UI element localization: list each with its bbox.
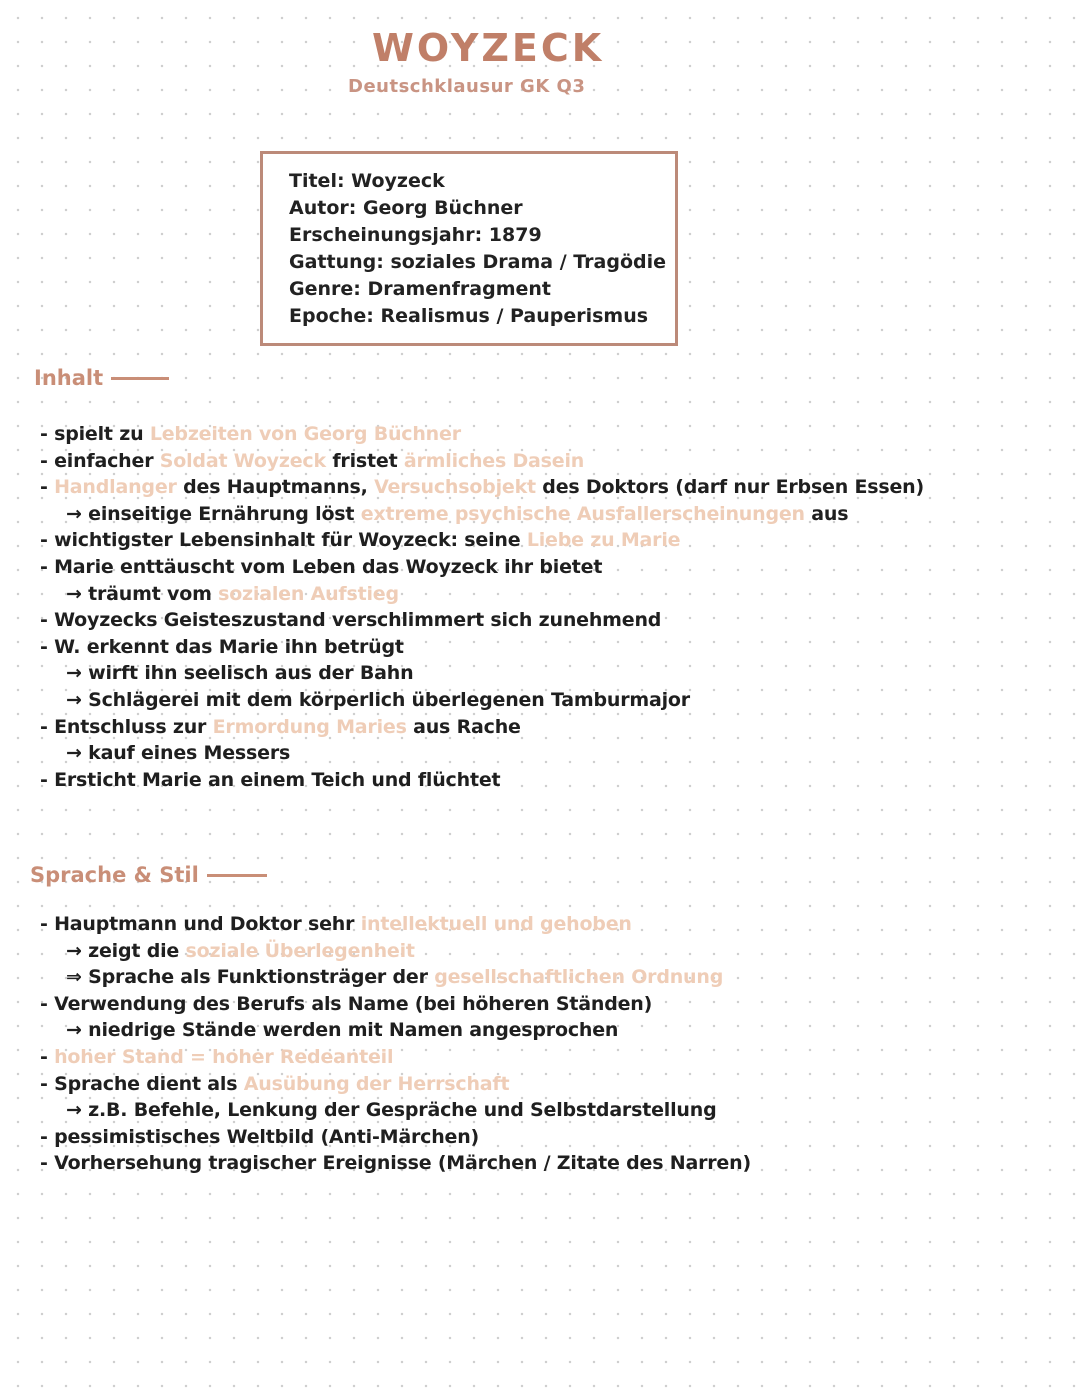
text: aus [804,502,849,525]
text: - Marie enttäuscht vom Leben das Woyzeck ihr bietet [40,555,603,578]
list-item [40,767,924,794]
text: - W. erkennt das Marie ihn betrügt [40,635,404,658]
list-subitem [40,1097,751,1124]
info-epoch: Epoche: Realismus / Pauperismus [289,305,649,327]
list-subitem [40,581,924,608]
list-item [40,714,924,741]
sprache-list [40,911,751,1177]
text: → z.B. Befehle, Lenkung der Gespräche und Selbstdarstellung [66,1099,717,1122]
text: - Ersticht Marie an einem Teich und flüchtet [40,768,501,791]
list-item [40,421,924,448]
list-item [40,448,924,475]
text: - wichtigster Lebensinhalt für Woyzeck: seine [40,529,527,552]
text: - Woyzecks Geisteszustand verschlimmert sich zunehmend [40,609,662,632]
info-year: Erscheinungsjahr: 1879 [289,224,542,246]
text: → Schlägerei mit dem körperlich überlegenen Tamburmajor [66,688,690,711]
list-subitem [40,660,924,687]
list-item [40,1044,751,1071]
list-subitem [40,964,751,991]
list-item [40,634,924,661]
text: - Vorhersehung tragischer Ereignisse (Märchen / Zitate des Narren) [40,1152,751,1175]
text: → zeigt die [66,939,186,962]
highlighted-text: extreme psychische Ausfallerscheinungen [360,502,805,525]
highlighted-text: soziale Überlegenheit [185,939,415,962]
text: → kauf eines Messers [66,742,291,765]
info-author: Autor: Georg Büchner [289,197,523,219]
text: - Sprache dient als [40,1072,244,1095]
section-heading-inhalt [34,366,169,390]
text: - einfacher [40,449,160,472]
list-item [40,1150,751,1177]
text: - pessimistisches Weltbild (Anti-Märchen) [40,1125,480,1148]
info-box [260,151,678,346]
highlighted-text: Versuchsobjekt [374,476,536,499]
list-item [40,1071,751,1098]
page-title: WOYZECK [372,26,605,70]
section-heading-label: Inhalt [34,366,104,390]
list-item [40,474,924,501]
highlighted-text: sozialen Aufstieg [218,582,399,605]
info-genre-type: Gattung: soziales Drama / Tragödie [289,251,666,273]
info-title: Titel: Woyzeck [289,170,445,192]
text: - [40,1045,55,1068]
highlighted-text: Ausübung der Herrschaft [243,1072,510,1095]
highlighted-text: Handlanger [54,476,177,499]
page-subtitle: Deutschklausur GK Q3 [348,76,586,97]
list-item [40,1124,751,1151]
text: fristet [325,449,404,472]
highlighted-text: hoher Stand = hoher Redeanteil [54,1045,394,1068]
text: aus Rache [406,715,521,738]
text: → träumt vom [66,582,219,605]
text: - spielt zu [40,423,150,445]
list-subitem [40,740,924,767]
list-subitem [40,938,751,965]
text: - Hauptmann und Doktor sehr [40,913,361,935]
section-heading-label: Sprache & Stil [30,863,199,887]
text: - Verwendung des Berufs als Name (bei höheren Ständen) [40,992,653,1015]
highlighted-text: Liebe zu Marie [526,529,681,552]
list-subitem [40,1017,751,1044]
list-item [40,911,751,938]
highlighted-text: intellektuell und gehoben [360,913,632,935]
inhalt-list [40,421,924,793]
text: - [40,476,55,499]
text: → niedrige Stände werden mit Namen angesprochen [66,1019,619,1042]
highlighted-text: gesellschaftlichen Ordnung [434,966,724,989]
list-subitem [40,501,924,528]
list-item [40,554,924,581]
text: → einseitige Ernährung löst [66,502,361,525]
text: des Doktors (darf nur Erbsen Essen) [535,476,924,499]
info-genre: Genre: Dramenfragment [289,278,552,300]
list-subitem [40,687,924,714]
text: des Hauptmanns, [176,476,375,499]
text: ⇒ Sprache als Funktionsträger der [66,966,435,989]
text: - Entschluss zur [40,715,213,738]
list-item [40,991,751,1018]
highlighted-text: Ermordung Maries [212,715,407,738]
heading-underline [207,874,267,877]
highlighted-text: ärmliches Dasein [403,449,585,472]
highlighted-text: Lebzeiten von Georg Büchner [149,423,461,445]
text: → wirft ihn seelisch aus der Bahn [66,662,414,685]
list-item [40,527,924,554]
highlighted-text: Soldat Woyzeck [159,449,326,472]
list-item [40,607,924,634]
heading-underline [111,377,169,380]
section-heading-sprache [30,863,267,887]
